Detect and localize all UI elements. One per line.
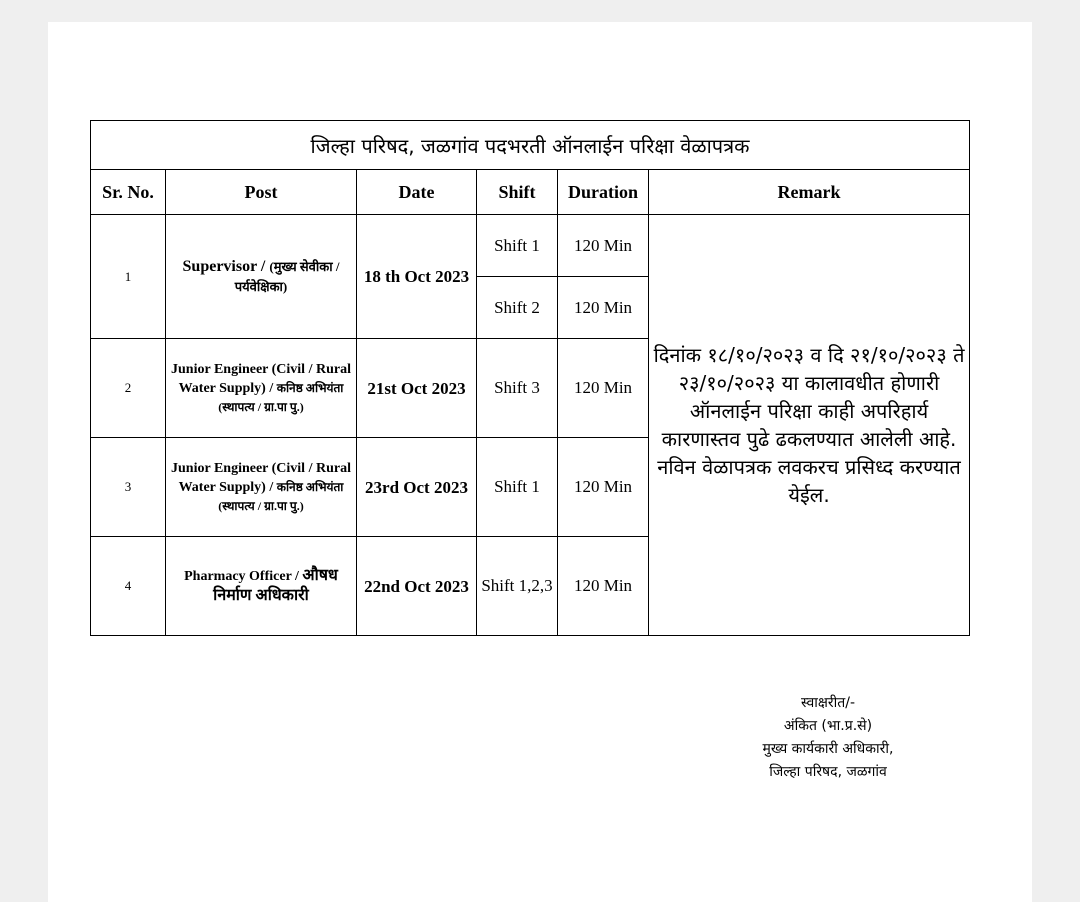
post-english: Junior Engineer (Civil / Rural Water Supply) / xyxy=(171,361,351,396)
document-page xyxy=(48,22,1032,902)
post-cell xyxy=(166,215,357,339)
post-cell xyxy=(166,339,357,438)
shift-cell: Shift 1,2,3 xyxy=(477,537,558,636)
sr-no-cell: 4 xyxy=(91,537,166,636)
header-duration: Duration xyxy=(558,170,649,215)
post-marathi: कनिष्ठ अभियंता (स्थापत्य / ग्रा.पा पु.) xyxy=(218,380,344,414)
signature-block xyxy=(698,692,958,784)
post-cell xyxy=(166,438,357,537)
header-remark: Remark xyxy=(649,170,970,215)
post-marathi: कनिष्ठ अभियंता (स्थापत्य / ग्रा.पा पु.) xyxy=(218,479,344,513)
date-cell: 22nd Oct 2023 xyxy=(357,537,477,636)
post-english: Pharmacy Officer / xyxy=(184,569,303,584)
duration-cell: 120 Min xyxy=(558,339,649,438)
shift-cell: Shift 2 xyxy=(477,277,558,339)
post-marathi: औषध निर्माण अधिकारी xyxy=(213,567,338,604)
signature-signed: स्वाक्षरीत/- xyxy=(801,695,855,711)
header-post: Post xyxy=(166,170,357,215)
header-sr-no: Sr. No. xyxy=(91,170,166,215)
post-english: Supervisor / xyxy=(182,257,270,275)
sr-no-cell: 3 xyxy=(91,438,166,537)
signature-designation: मुख्य कार्यकारी अधिकारी, xyxy=(762,741,894,757)
post-marathi: (मुख्य सेवीका / पर्यवेक्षिका) xyxy=(234,258,340,294)
date-cell: 21st Oct 2023 xyxy=(357,339,477,438)
duration-cell: 120 Min xyxy=(558,215,649,277)
table-title: जिल्हा परिषद, जळगांव पदभरती ऑनलाईन परिक्षा वेळापत्रक xyxy=(91,121,970,170)
shift-cell: Shift 1 xyxy=(477,215,558,277)
header-date: Date xyxy=(357,170,477,215)
post-cell xyxy=(166,537,357,636)
exam-schedule-table xyxy=(90,120,970,636)
signature-name: अंकित (भा.प्र.से) xyxy=(783,718,873,734)
sr-no-cell: 2 xyxy=(91,339,166,438)
post-english: Junior Engineer (Civil / Rural Water Supply) / xyxy=(171,460,351,495)
signature-office: जिल्हा परिषद, जळगांव xyxy=(769,764,887,780)
sr-no-cell: 1 xyxy=(91,215,166,339)
shift-cell: Shift 3 xyxy=(477,339,558,438)
header-row xyxy=(91,170,970,215)
date-cell: 18 th Oct 2023 xyxy=(357,215,477,339)
shift-cell: Shift 1 xyxy=(477,438,558,537)
header-shift: Shift xyxy=(477,170,558,215)
date-cell: 23rd Oct 2023 xyxy=(357,438,477,537)
duration-cell: 120 Min xyxy=(558,537,649,636)
remark-cell: दिनांक १८/१०/२०२३ व दि २१/१०/२०२३ ते २३/१०/२०२३ या कालावधीत होणारी ऑनलाईन परिक्षा काही अपरिहार्य कारणास्तव पुढे ढकलण्यात आलेली आहे. नविन वेळापत्रक लवकरच प्रसिध्द करण्यात येईल. xyxy=(649,215,970,636)
duration-cell: 120 Min xyxy=(558,277,649,339)
table-row xyxy=(91,215,970,277)
duration-cell: 120 Min xyxy=(558,438,649,537)
